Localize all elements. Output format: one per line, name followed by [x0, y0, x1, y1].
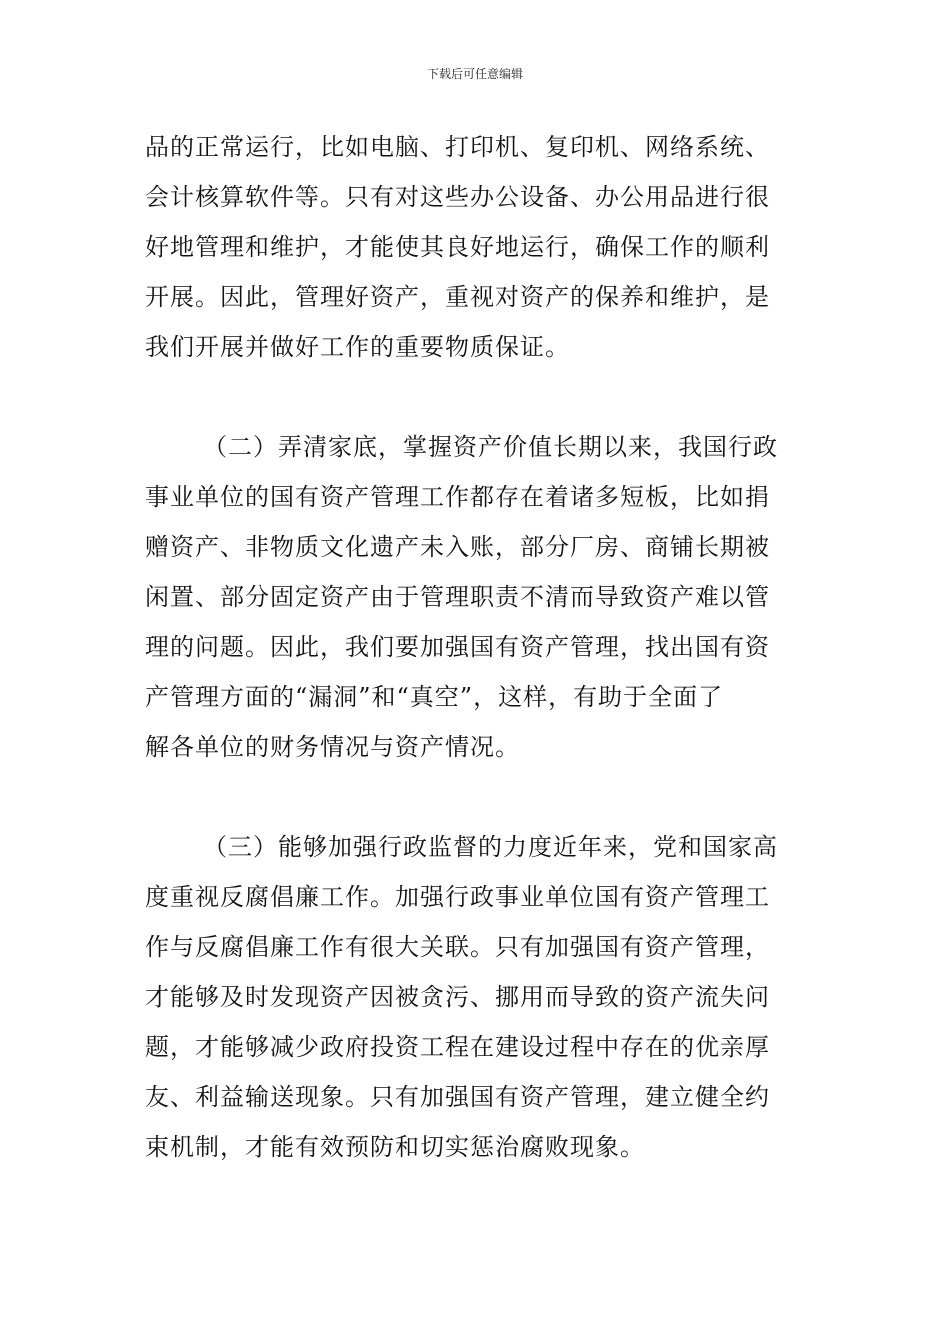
paragraph-1: [145, 122, 805, 372]
text-line: 理的问题。因此，我们要加强国有资产管理，找出国有资: [145, 633, 770, 661]
text-line: 会计核算软件等。只有对这些办公设备、办公用品进行很: [145, 183, 770, 211]
text-line: 才能够及时发现资产因被贪污、挪用而导致的资产流失问: [145, 983, 770, 1011]
text-line: 解各单位的财务情况与资产情况。: [145, 733, 520, 761]
text-line: 事业单位的国有资产管理工作都存在着诸多短板，比如捐: [145, 483, 770, 511]
text-line: 开展。因此，管理好资产，重视对资产的保养和维护，是: [145, 283, 770, 311]
text-line: 产管理方面的“漏洞”和“真空”，这样，有助于全面了: [145, 683, 724, 711]
text-line: （二）弄清家底，掌握资产价值长期以来，我国行政: [203, 433, 778, 461]
text-line: 题，才能够减少政府投资工程在建设过程中存在的优亲厚: [145, 1033, 770, 1061]
page-header: 下载后可任意编辑: [426, 67, 523, 81]
text-line: （三）能够加强行政监督的力度近年来，党和国家高: [203, 833, 778, 861]
paragraph-2: [145, 422, 805, 772]
text-line: 品的正常运行，比如电脑、打印机、复印机、网络系统、: [145, 133, 770, 161]
text-line: 度重视反腐倡廉工作。加强行政事业单位国有资产管理工: [145, 883, 770, 911]
paragraph-3: [145, 822, 805, 1172]
text-line: 闲置、部分固定资产由于管理职责不清而导致资产难以管: [145, 583, 770, 611]
text-line: 好地管理和维护，才能使其良好地运行，确保工作的顺利: [145, 233, 770, 261]
text-line: 我们开展并做好工作的重要物质保证。: [145, 333, 570, 361]
text-line: 作与反腐倡廉工作有很大关联。只有加强国有资产管理，: [145, 933, 770, 961]
text-line: 赠资产、非物质文化遗产未入账，部分厂房、商铺长期被: [145, 533, 770, 561]
text-line: 友、利益输送现象。只有加强国有资产管理，建立健全约: [145, 1083, 770, 1111]
text-line: 束机制，才能有效预防和切实惩治腐败现象。: [145, 1133, 645, 1161]
